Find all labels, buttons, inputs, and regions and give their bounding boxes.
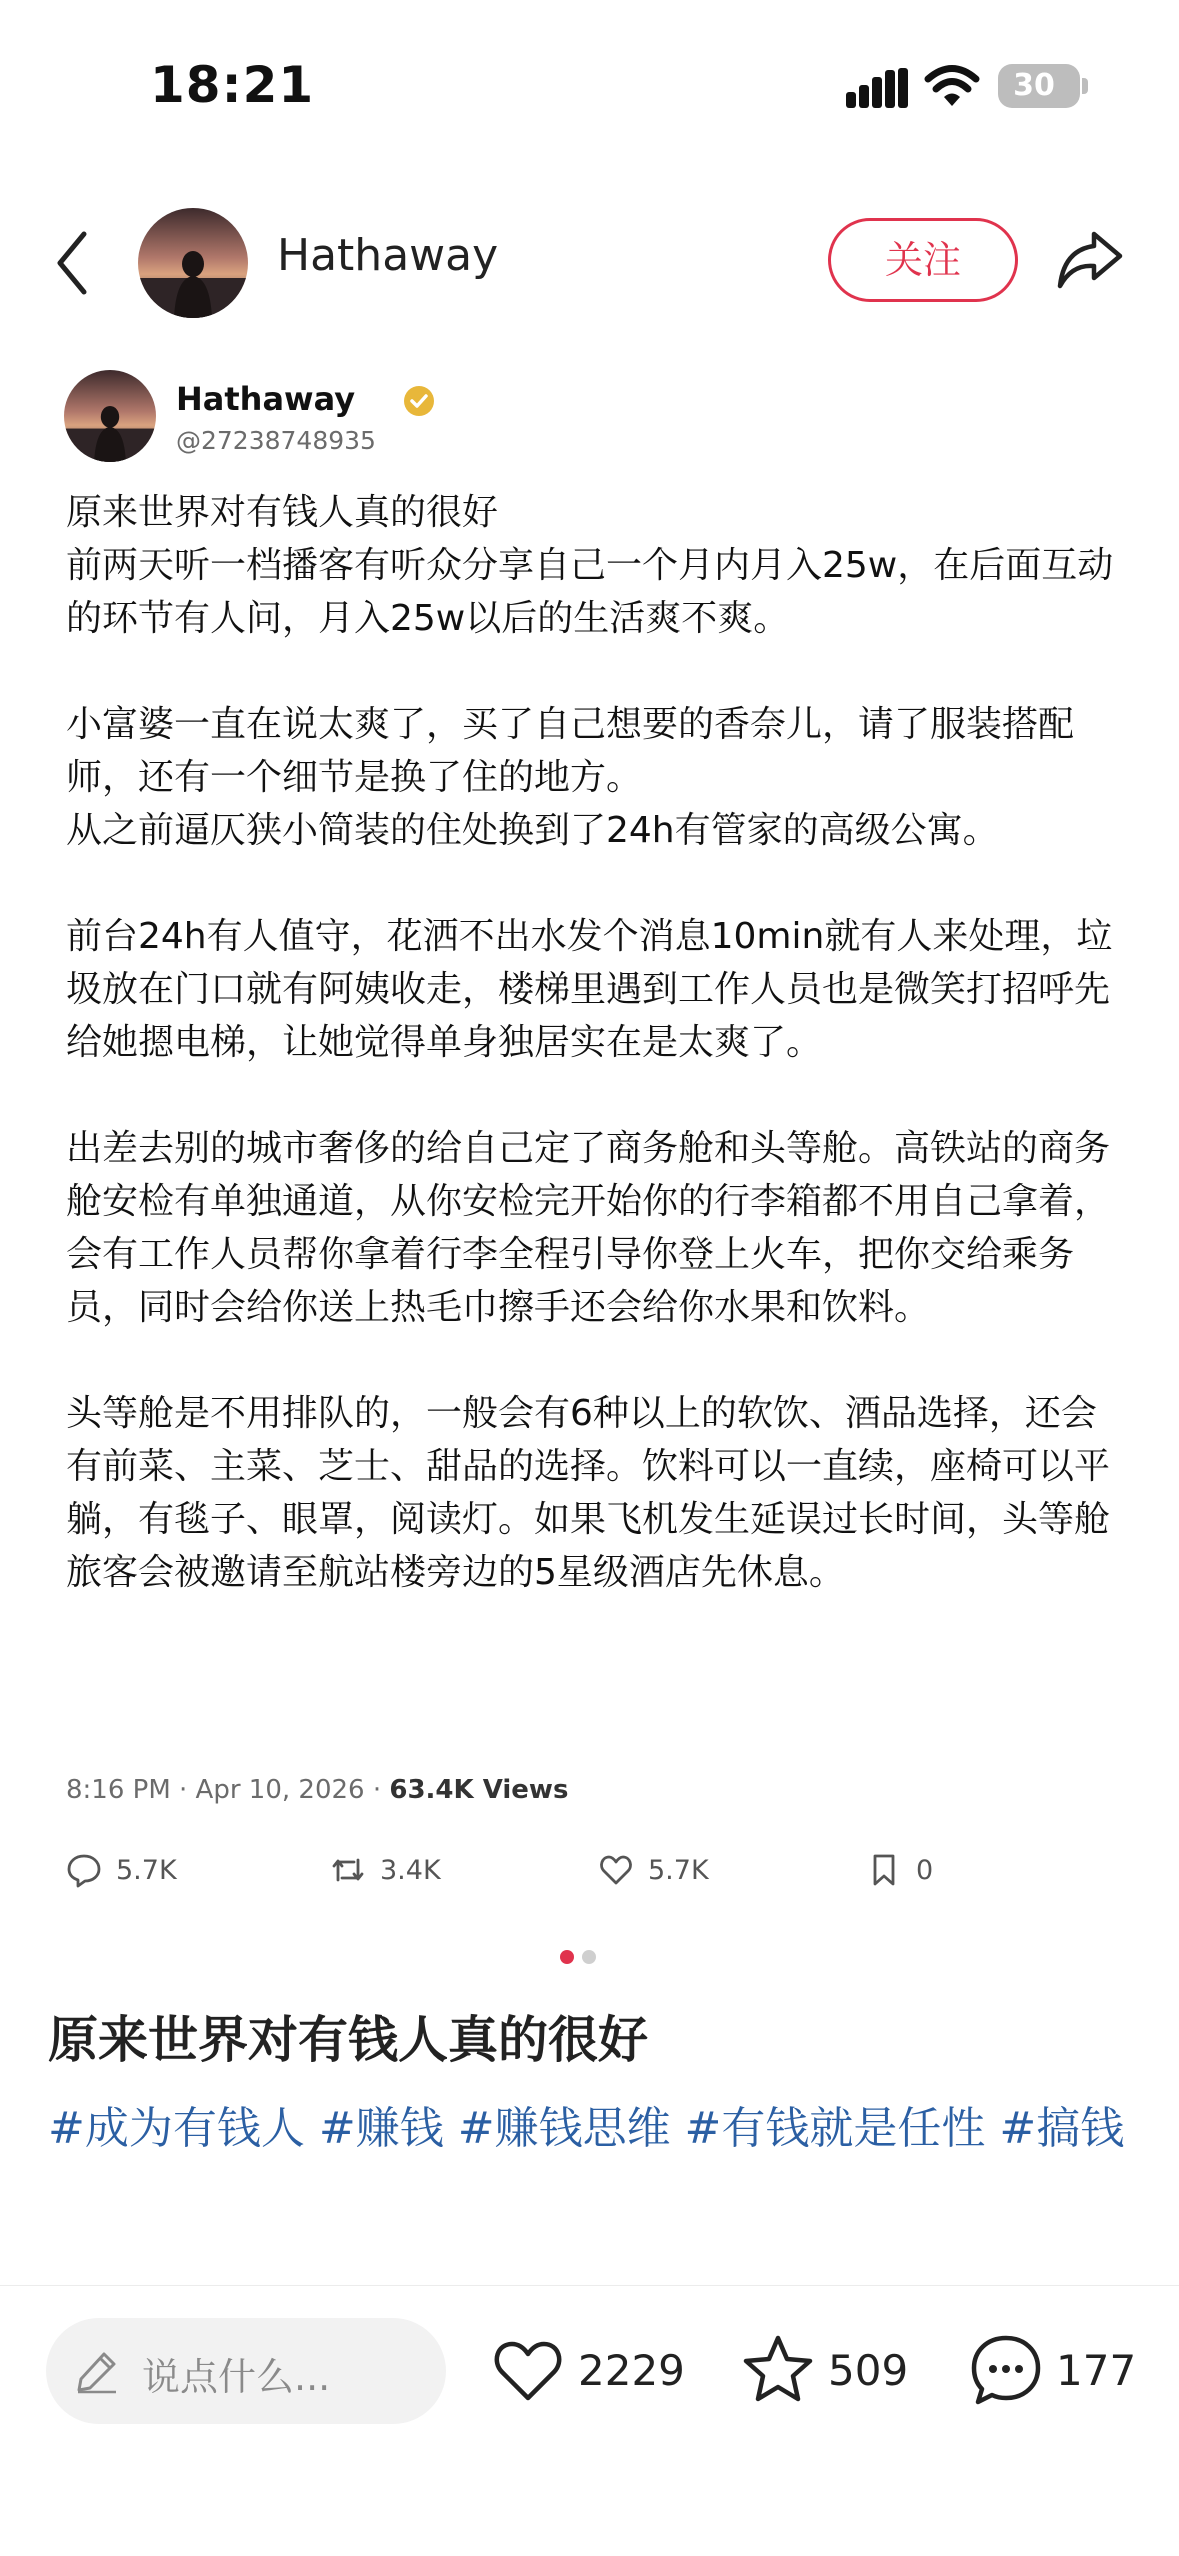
tweet-bookmark-count xyxy=(866,1848,933,1892)
retweet-count: 3.4K xyxy=(380,1854,441,1886)
author-name[interactable]: Hathaway xyxy=(277,230,499,281)
tweet-handle: @27238748935 xyxy=(176,426,376,455)
post-header xyxy=(0,200,1179,330)
like-button[interactable] xyxy=(488,2320,685,2420)
tweet-meta xyxy=(66,1775,568,1805)
tweet-like-count xyxy=(598,1848,709,1892)
tweet-retweet-count xyxy=(330,1848,441,1892)
bookmark-icon xyxy=(866,1852,902,1888)
battery-nub xyxy=(1082,78,1088,94)
verified-icon xyxy=(402,384,436,418)
heart-icon xyxy=(488,2330,568,2410)
back-icon[interactable] xyxy=(50,228,94,298)
carousel-dot[interactable] xyxy=(560,1950,574,1964)
like-icon xyxy=(598,1852,634,1888)
post-tags[interactable]: #成为有钱人 #赚钱 #赚钱思维 #有钱就是任性 #搞钱 xyxy=(48,2103,1125,2154)
collect-count: 509 xyxy=(828,2345,909,2395)
carousel-indicator xyxy=(560,1950,620,1966)
avatar[interactable] xyxy=(138,208,248,318)
pen-icon xyxy=(74,2348,120,2394)
retweet-icon xyxy=(330,1852,366,1888)
battery-icon xyxy=(998,64,1080,108)
reply-count: 5.7K xyxy=(116,1854,177,1886)
tweet-reply-count xyxy=(66,1848,177,1892)
comment-input[interactable] xyxy=(46,2318,446,2424)
tweet-actions xyxy=(66,1848,1066,1892)
tweet-avatar xyxy=(64,370,156,462)
bottom-action-bar xyxy=(0,2285,1179,2556)
like-count-bottom: 2229 xyxy=(578,2345,685,2395)
tweet-author-name: Hathaway xyxy=(176,380,356,418)
status-bar xyxy=(0,0,1179,170)
comment-count: 177 xyxy=(1056,2345,1137,2395)
comment-icon xyxy=(966,2330,1046,2410)
cellular-signal-icon xyxy=(846,68,908,108)
status-time: 18:21 xyxy=(150,56,315,114)
tweet-views: 63.4K Views xyxy=(389,1775,569,1805)
follow-button[interactable]: 关注 xyxy=(828,218,1018,302)
tweet-timestamp: 8:16 PM · Apr 10, 2026 · xyxy=(66,1775,390,1805)
star-icon xyxy=(738,2330,818,2410)
post-title: 原来世界对有钱人真的很好 xyxy=(48,2011,648,2069)
share-icon[interactable] xyxy=(1054,226,1126,294)
like-count: 5.7K xyxy=(648,1854,709,1886)
comment-placeholder: 说点什么... xyxy=(142,2355,331,2399)
carousel-dot[interactable] xyxy=(582,1950,596,1964)
tweet-body: 原来世界对有钱人真的很好 前两天听一档播客有听众分享自己一个月内月入25w，在后面互动的环节有人问，月入25w以后的生活爽不爽。 小富婆一直在说太爽了，买了自己想要的香奈儿，请了服装搭配师，还有一个细节是换了住的地方。 从之前逼仄狭小简装的住处换到了24h有管家的高级公寓。 前台24h有人值守，花洒不出水发个消息10min就有人来处理，垃圾放在门口就有阿姨收走，楼梯里遇到工作人员也是微笑打招呼先给她摁电梯，让她觉得单身独居实在是太爽了。 出差去别的城市奢侈的给自己定了商务舱和头等舱。高铁站的商务舱安检有单独通道，从你安检完开始你的行李箱都不用自己拿着，会有工作人员帮你拿着行李全程引导你登上火车，把你交给乘务员，同时会给你送上热毛巾擦手还会给你水果和饮料。 头等舱是不用排队的，一般会有6种以上的软饮、酒品选择，还会有前菜、主菜、芝士、甜品的选择。饮料可以一直续，座椅可以平躺，有毯子、眼罩，阅读灯。如果飞机发生延误过长时间，头等舱旅客会被邀请至航站楼旁边的5星级酒店先休息。 xyxy=(66,492,1114,1593)
bookmark-count: 0 xyxy=(916,1854,934,1886)
reply-icon xyxy=(66,1852,102,1888)
wifi-icon xyxy=(924,64,980,108)
comment-button[interactable] xyxy=(966,2320,1136,2420)
collect-button[interactable] xyxy=(738,2320,908,2420)
battery-level: 30 xyxy=(1013,68,1055,103)
